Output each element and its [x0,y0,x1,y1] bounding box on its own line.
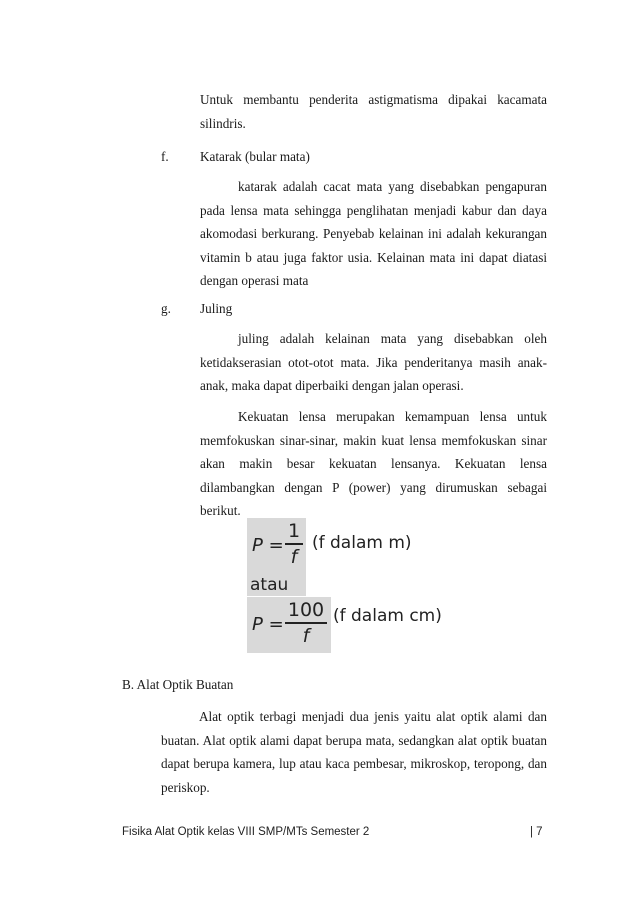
page-number: | 7 [530,826,543,838]
formula-2-numerator: 100 [287,599,325,621]
formula-2-lhs: P = [252,614,284,635]
formula-1-note: (f dalam m) [312,533,412,553]
item-f-title: Katarak (bular mata) [200,149,310,164]
paragraph-kekuatan-lensa: Kekuatan lensa merupakan kemampuan lensa untuk memfokuskan sinar-sinar, makin kuat lensa memfokuskan sinar akan makin besar kekuatan lensanya. Kekuatan lensa dilambangkan dengan P (power) yang dirumuskan sebagai berikut. [200,409,547,518]
formula-2-note: (f dalam cm) [333,606,442,626]
formula-1-denominator: f [290,545,298,568]
paragraph-astigmatisma: Untuk membantu penderita astigmatisma dipakai kacamata silindris. [200,92,547,131]
item-f-body: katarak adalah cacat mata yang disebabkan pengapuran pada lensa mata sehingga penglihatan menjadi kabur dan daya akomodasi berkurang. Penyebab kelainan ini adalah kekurangan vitamin b atau juga faktor usia. Kelainan mata ini dapat diatasi dengan operasi mata [200,179,547,288]
formula-2-fraction [285,600,327,646]
formula-2-fraction-bar [285,622,327,624]
formula-1-numerator: 1 [287,520,301,542]
item-f-letter: f. [161,149,169,164]
footer-title: Fisika Alat Optik kelas VIII SMP/MTs Semester 2 [122,826,370,838]
item-g-body: juling adalah kelainan mata yang disebabkan oleh ketidakserasian otot-otot mata. Jika penderitanya masih anak-anak, maka dapat diperbaiki dengan jalan operasi. [200,331,547,393]
formula-1-fraction [285,521,303,567]
section-b-heading: B. Alat Optik Buatan [122,677,234,692]
formula-1-fraction-bar [285,543,303,545]
formula-atau: atau [250,575,289,595]
section-b-body: Alat optik terbagi menjadi dua jenis yaitu alat optik alami dan buatan. Alat optik alami dapat berupa mata, sedangkan alat optik buatan dapat berupa kamera, lup atau kaca pembesar, mikroskop, teropong, dan periskop. [161,709,547,795]
formula-1-lhs: P = [252,535,284,556]
item-g-letter: g. [161,301,171,316]
item-g-title: Juling [200,301,233,316]
formula-2-denominator: f [302,624,310,647]
